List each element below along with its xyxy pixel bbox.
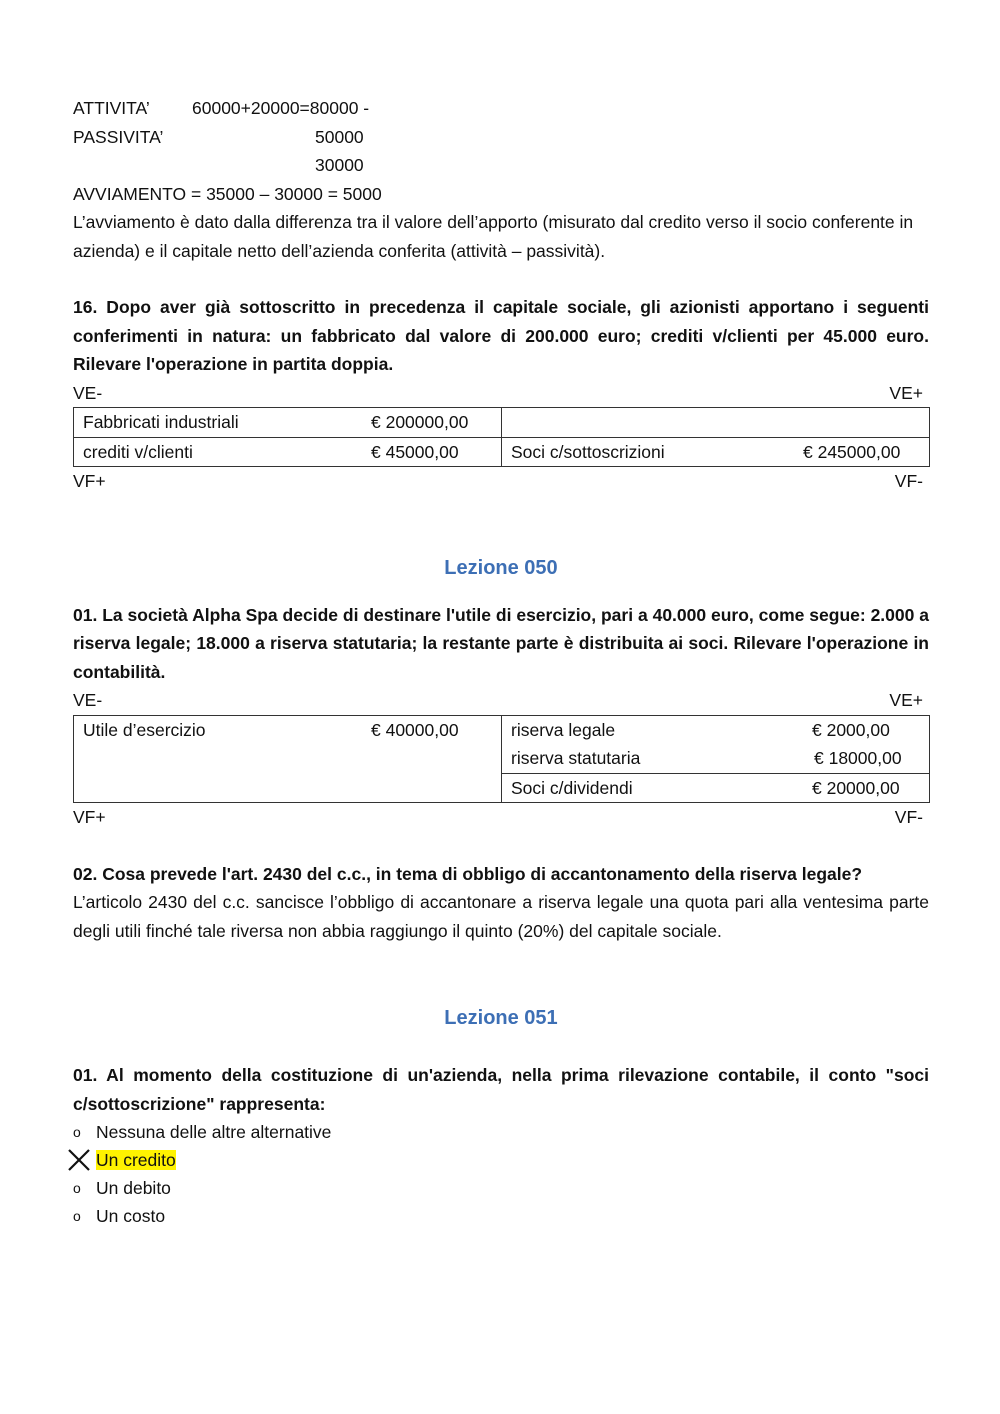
- document-page: [73, 94, 929, 1230]
- vf-labels-row: [73, 803, 929, 832]
- ve-plus-label: VE+: [889, 690, 923, 710]
- ledger-right: [502, 408, 930, 467]
- account-amount: € 40000,00: [371, 719, 459, 740]
- option-item-selected[interactable]: [73, 1146, 929, 1174]
- option-item[interactable]: [73, 1174, 929, 1202]
- avviamento-line: AVVIAMENTO = 35000 – 30000 = 5000: [73, 183, 382, 204]
- vf-minus-label: VF-: [894, 807, 923, 827]
- attivita-value: 60000+20000=80000 -: [192, 98, 370, 118]
- avviamento-explanation: L’avviamento è dato dalla differenza tra il valore dell’apporto (misurato dal credito verso il socio conferente in azienda) e il capitale netto dell’azienda conferita (attività – passività).: [73, 212, 914, 261]
- attivita-row: [73, 94, 929, 123]
- ledger-row: [502, 744, 929, 773]
- option-item[interactable]: [73, 1202, 929, 1230]
- lesson-051-title: Lezione 051: [444, 1007, 558, 1029]
- account-amount: € 18000,00: [814, 748, 902, 768]
- bullet-icon: o: [73, 1208, 81, 1224]
- netto-row: [73, 151, 929, 180]
- lesson-050-title: Lezione 050: [444, 556, 558, 579]
- ledger-table-050: [73, 715, 930, 804]
- ledger-row: [74, 438, 501, 467]
- answer-options: [73, 1118, 929, 1230]
- account-name: Fabbricati industriali: [83, 412, 239, 432]
- ledger-row: [502, 438, 929, 467]
- passivita-value: 50000: [315, 126, 364, 147]
- passivita-label: PASSIVITA’: [73, 126, 164, 147]
- bullet-icon: o: [73, 1180, 81, 1196]
- bullet-icon: o: [73, 1124, 81, 1140]
- ledger-row: [74, 716, 501, 745]
- vf-plus-label: VF+: [73, 471, 106, 491]
- option-label: Un debito: [96, 1178, 171, 1198]
- option-label: Un costo: [96, 1206, 166, 1226]
- account-name: Soci c/dividendi: [511, 777, 633, 798]
- ve-minus-label: VE-: [73, 382, 103, 403]
- ledger-row: [502, 774, 929, 803]
- account-name: Utile d’esercizio: [83, 719, 206, 740]
- ledger-row: [502, 716, 929, 745]
- ve-minus-label: VE-: [73, 690, 103, 710]
- account-amount: € 200000,00: [371, 412, 469, 432]
- vf-labels-row: [73, 467, 929, 496]
- vf-minus-label: VF-: [894, 471, 923, 491]
- ledger-left: [74, 715, 502, 803]
- question-050-01: 01. La società Alpha Spa decide di destinare l'utile di esercizio, pari a 40.000 euro, come segue: 2.000 a riserva legale; 18.000 a riserva statutaria; la restante parte è distribuita ai soci. Rilevare l'operazione in contabilità.: [73, 604, 929, 682]
- account-amount: € 2000,00: [812, 719, 890, 740]
- account-amount: € 45000,00: [371, 441, 459, 462]
- question-051-01: 01. Al momento della costituzione di un'azienda, nella prima rilevazione contabile, il conto "soci c/sottoscrizione" rappresenta:: [73, 1065, 929, 1114]
- account-name: Soci c/sottoscrizioni: [511, 441, 665, 462]
- passivita-row: [73, 123, 929, 152]
- ve-labels-row: [73, 686, 929, 715]
- netto-value: 30000: [315, 155, 364, 175]
- account-amount: € 245000,00: [803, 441, 901, 462]
- ledger-row: [74, 408, 501, 437]
- account-name: riserva legale: [511, 719, 616, 740]
- ve-labels-row: [73, 379, 929, 408]
- option-label: Nessuna delle altre alternative: [96, 1122, 332, 1142]
- account-amount: € 20000,00: [812, 777, 900, 798]
- answer-050-02: L’articolo 2430 del c.c. sancisce l’obbligo di accantonare a riserva legale una quota pari alla ventesima parte degli utili finché tale riversa non abbia raggiungo il quinto (20%) del capitale sociale.: [73, 892, 929, 941]
- vf-plus-label: VF+: [73, 807, 106, 827]
- attivita-label: ATTIVITA’: [73, 98, 150, 118]
- ledger-table-q16: [73, 407, 930, 467]
- ledger-left: [74, 408, 502, 467]
- account-name: crediti v/clienti: [83, 441, 193, 462]
- account-name: riserva statutaria: [511, 748, 641, 768]
- option-item[interactable]: [73, 1118, 929, 1146]
- ledger-row: [502, 408, 929, 437]
- question-050-02: 02. Cosa prevede l'art. 2430 del c.c., in tema di obbligo di accantonamento della riserva legale?: [73, 863, 863, 884]
- ve-plus-label: VE+: [889, 382, 923, 403]
- question-16: 16. Dopo aver già sottoscritto in precedenza il capitale sociale, gli azionisti apportano i seguenti conferimenti in natura: un fabbricato dal valore di 200.000 euro; crediti v/clienti per 45.000 euro. Rilevare l'operazione in partita doppia.: [73, 297, 929, 374]
- ledger-right: [502, 715, 930, 803]
- option-label-highlighted: Un credito: [96, 1150, 176, 1170]
